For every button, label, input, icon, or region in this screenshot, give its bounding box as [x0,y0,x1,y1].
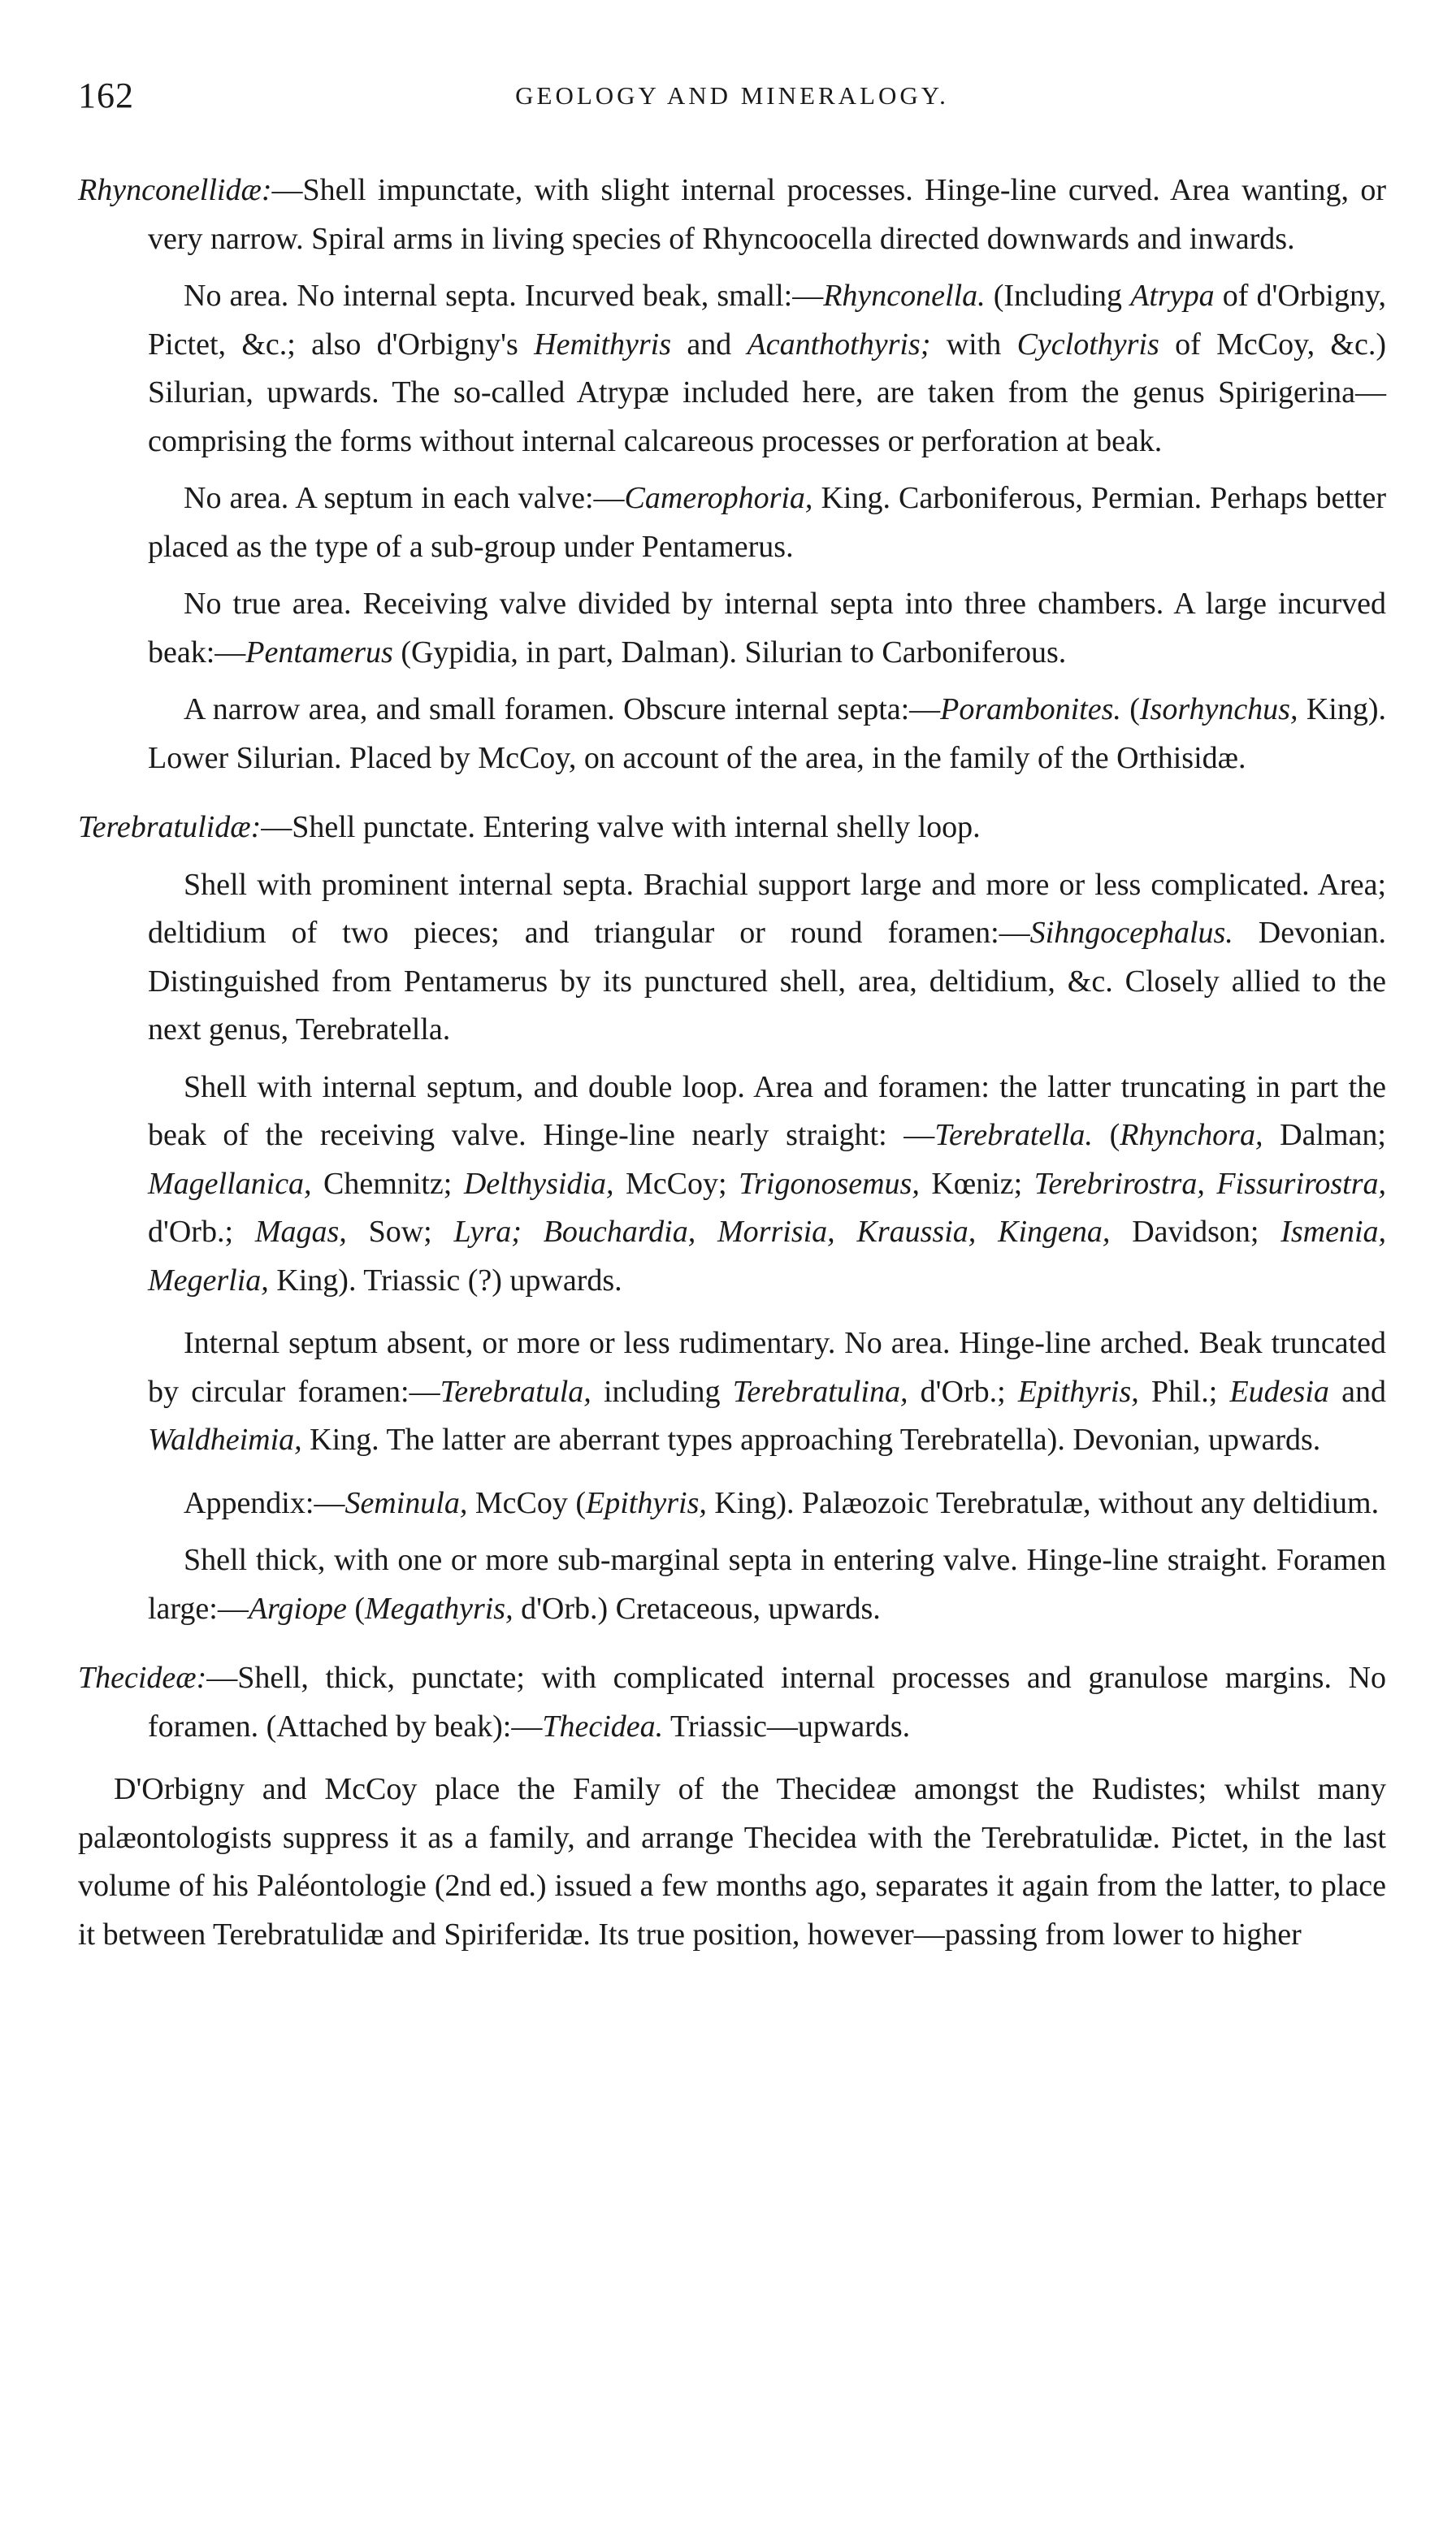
text-run: (Including [985,279,1131,313]
page-number: 162 [78,76,134,115]
text-run [1205,1167,1216,1201]
text-run: McCoy; [613,1166,739,1201]
text-run: Davidson; [1110,1215,1281,1249]
text-run: Chemnitz; [311,1166,464,1201]
text-run: and [671,327,748,362]
text-run [976,1215,998,1249]
genus-rhynconella [78,272,1386,466]
italic-term: Megathyris, [365,1591,514,1626]
italic-term: Terebratulidæ: [78,810,262,844]
text-run: McCoy ( [467,1485,587,1520]
text-run: including [591,1374,733,1409]
italic-term: Terebratella. [934,1118,1093,1152]
text-run: Kœniz; [919,1166,1034,1201]
text-run: —Shell impunctate, with slight internal processes. Hinge-line curved. Area wanting, or very narrow. Spiral arms in living species of Rhyncoocella directed downwards and inwards. [148,173,1386,256]
family-terebratulidae [78,804,1386,852]
italic-term: Camerophoria, [624,481,813,515]
family-thecideae [78,1654,1386,1751]
italic-term: Terebrirostra, [1034,1166,1205,1201]
text-run: Phil.; [1138,1374,1230,1409]
text-run: (Gypidia, in part, Dalman). Silurian to Carboniferous. [392,635,1067,670]
text-run: Sow; [346,1215,454,1249]
italic-term: Magellanica, [148,1166,312,1201]
italic-term: Epithyris, [586,1485,707,1520]
italic-term: Argiope [248,1591,347,1626]
text-run: —Shell punctate. Entering valve with internal shelly loop. [261,810,981,844]
italic-term: Thecidea. [542,1709,664,1744]
italic-term: Atrypa [1130,279,1215,313]
italic-term: Pentamerus [245,635,393,670]
italic-term: Cyclothyris [1016,327,1159,362]
text-run: Shell with internal septum, and double loop. Area and foramen: the latter truncating in part the beak of the receiving valve. Hinge-line nearly straight: — [148,1069,1386,1152]
genus-siphonocephalus [78,861,1386,1055]
italic-term: Thecideæ: [78,1661,207,1695]
italic-term: Kingena, [998,1215,1111,1249]
genus-porambonites [78,686,1386,782]
text-run: King. The latter are aberrant types approaching Terebratella). Devonian, upwards. [301,1423,1321,1457]
discussion-paragraph [78,1766,1386,1959]
italic-term: Lyra; [453,1215,522,1249]
text-run: King). Triassic (?) upwards. [268,1263,622,1298]
italic-term: Epithyris, [1017,1374,1139,1409]
text-run: Shell thick, with one or more sub-marginal septa in entering valve. Hinge-line straight. Foramen large:— [148,1543,1386,1626]
text-run: Triassic—upwards. [663,1709,911,1744]
page-body [78,167,1386,1959]
text-run: of McCoy, &c.) Silurian, upwards. The so-called Atrypæ included here, are taken from the genus Spirigerina—comprising the forms without internal calcareous processes or perforation at beak. [148,327,1386,458]
genus-terebratella [78,1064,1386,1306]
text-run: ( [346,1591,365,1626]
text-run: Appendix:— [184,1485,345,1520]
italic-term: Waldheimia, [148,1423,302,1457]
italic-term: Rhynconellidæ: [78,173,272,207]
text-run: with [930,327,1017,362]
italic-term: Porambonites. [940,692,1121,726]
italic-term: Eudesia [1229,1374,1329,1409]
italic-term: Fissurirostra, [1216,1166,1387,1201]
italic-term: Hemithyris [534,327,672,362]
genus-camerophoria [78,474,1386,571]
text-run: Dalman; [1263,1118,1386,1152]
text-run: King). Lower Silurian. Placed by McCoy, on account of the area, in the family of the Orthisidæ. [148,692,1386,775]
text-run [522,1215,544,1249]
text-run: A narrow area, and small foramen. Obscure internal septa:— [184,692,941,726]
text-run [835,1215,857,1249]
italic-term: Bouchardia, [543,1215,696,1249]
text-run: d'Orb.; [908,1374,1018,1409]
text-run: No true area. Receiving valve divided by internal septa into three chambers. A large incurved beak:— [148,587,1386,670]
italic-term: Seminula, [344,1485,468,1520]
italic-term: Rhynchora, [1120,1118,1263,1152]
italic-term: Acanthothyris; [747,327,931,362]
text-run: Devonian. Distinguished from Pentamerus by its punctured shell, area, deltidium, &c. Closely allied to the next genus, Terebratella. [148,916,1387,1046]
italic-term: Terebratula, [440,1374,592,1409]
genus-pentamerus [78,580,1386,677]
text-run: King. Carboniferous, Permian. Perhaps better placed as the type of a sub-group under Pentamerus. [148,481,1387,564]
text-run: D'Orbigny and McCoy place the Family of the Thecideæ amongst the Rudistes; whilst many palæontologists suppress it as a family, and arrange Thecidea with the Terebratulidæ. Pictet, in the last volume of his Paléontologie (2nd ed.) issued a few months ago, separates it again from the latter, to place it between Terebratulidæ and Spiriferidæ. Its true position, however—passing from lower to higher [78,1772,1386,1952]
italic-term: Isorhynchus, [1139,692,1298,726]
text-run: and [1328,1374,1386,1409]
italic-term: Megerlia, [148,1263,269,1298]
appendix-seminula [78,1480,1386,1528]
italic-term: Ismenia, [1280,1215,1387,1249]
italic-term: Magas, [254,1215,347,1249]
italic-term: Terebratulina, [732,1374,908,1409]
text-run: No area. A septum in each valve:— [184,481,625,515]
italic-term: Morrisia, [717,1215,835,1249]
text-run: ( [1092,1118,1120,1152]
family-rhynconellidae [78,167,1386,263]
running-title: GEOLOGY AND MINERALOGY. [515,81,949,110]
text-run: No area. No internal septa. Incurved beak, small:— [184,279,824,313]
text-run: ( [1120,692,1140,726]
text-run: Shell with prominent internal septa. Brachial support large and more or less complicated. Area; deltidium of two pieces; and triangular or round foramen:— [148,867,1386,950]
page-header [78,75,1386,132]
italic-term: Sihngocephalus. [1029,916,1233,950]
italic-term: Trigonosemus, [739,1166,920,1201]
text-run: d'Orb.) Cretaceous, upwards. [513,1591,881,1626]
text-run: of d'Orbigny, Pictet, &c.; also d'Orbigny's [148,279,1386,362]
text-run: d'Orb.; [148,1215,255,1249]
italic-term: Rhynconella. [823,279,986,313]
text-run: —Shell, thick, punctate; with complicated internal processes and granulose margins. No foramen. (Attached by beak):— [148,1661,1386,1744]
text-run [696,1215,717,1249]
genus-terebratula [78,1320,1386,1465]
italic-term: Delthysidia, [463,1166,614,1201]
italic-term: Kraussia, [856,1215,977,1249]
genus-argiope [78,1536,1386,1633]
text-run: King). Palæozoic Terebratulæ, without any deltidium. [706,1485,1380,1520]
text-run: Internal septum absent, or more or less rudimentary. No area. Hinge-line arched. Beak truncated by circular foramen:— [148,1326,1386,1409]
